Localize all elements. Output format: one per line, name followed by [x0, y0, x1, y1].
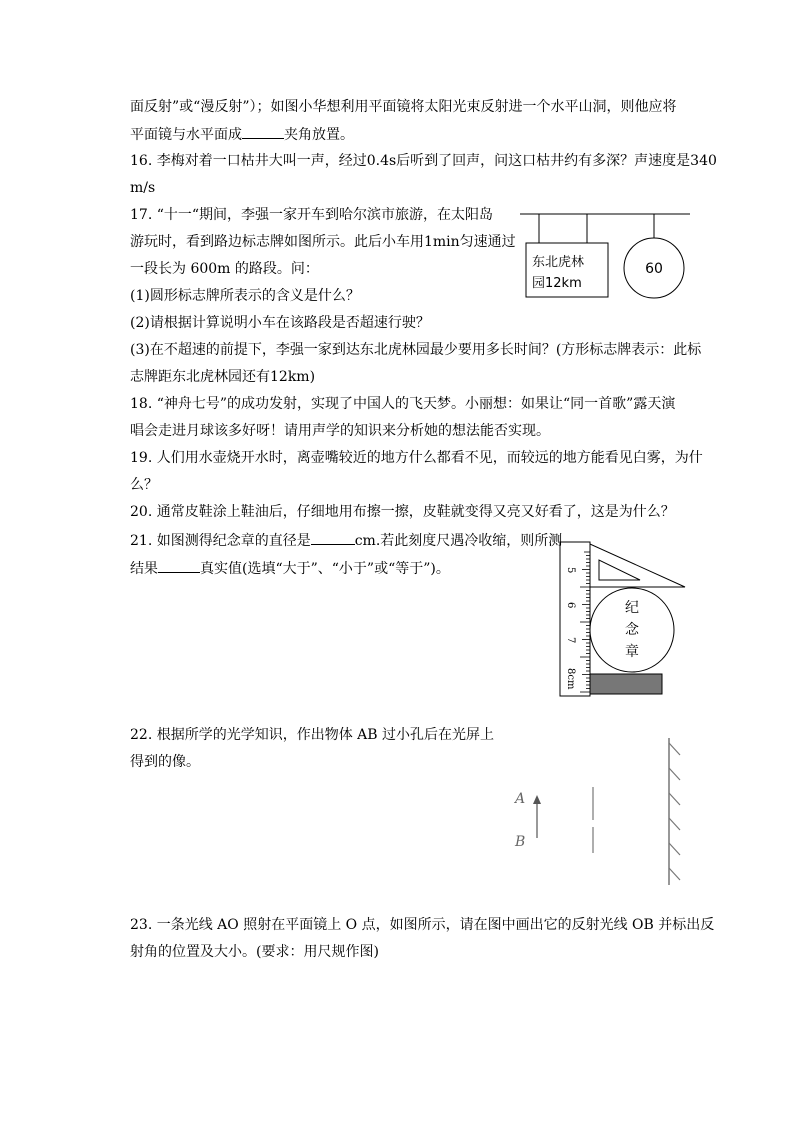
q22-pinhole-figure [508, 735, 688, 890]
q21-answer-blank-2[interactable] [158, 558, 200, 573]
q17-sub-2: (2)请根据计算说明小车在该路段是否超速行驶？ [130, 315, 430, 331]
q17-sub-3-line-1: (3)在不超速的前提下，李强一家到达东北虎林园最少要用多长时间？(方形标志牌表示：此标 [130, 342, 702, 358]
q17-road-sign-figure [518, 205, 693, 305]
ruler-label-5: 5 [565, 567, 576, 574]
q17-line-3: 一段长为 600m 的路段。问： [130, 261, 319, 277]
q16-line-1: 16. 李梅对着一口枯井大叫一声，经过0.4s后听到了回声，问这口枯井约有多深？声速度是340 [130, 153, 717, 169]
distance-sign-text-2: 园12km [532, 276, 582, 291]
q21-line-1 [130, 530, 562, 551]
arrow-head-a [533, 795, 541, 804]
medal-char-3: 章 [625, 644, 639, 660]
q17-line-2: 游玩时，看到路边标志牌如图所示。此后小车用1min匀速通过 [130, 234, 516, 250]
q15-text-post: 夹角放置。 [284, 127, 354, 143]
distance-sign-text-1: 东北虎林 [532, 255, 585, 270]
label-b: B [515, 834, 526, 850]
q21-answer-blank-1[interactable] [311, 530, 355, 545]
set-square [590, 544, 685, 587]
q20-line-1: 20. 通常皮鞋涂上鞋油后，仔细地用布擦一擦，皮鞋就变得又亮又好看了，这是为什么？ [130, 504, 675, 520]
speed-limit-value: 60 [645, 261, 663, 277]
q19-line-1: 19. 人们用水壶烧开水时，离壶嘴较近的地方什么都看不见，而较远的地方能看见白雾，为什 [130, 450, 703, 466]
q21-text-post-1: cm.若此刻度尺遇冷收缩，则所测 [354, 533, 563, 549]
q15-line-2 [130, 124, 354, 145]
q21-line-2 [130, 558, 450, 579]
q15-text-pre: 平面镜与水平面成 [130, 127, 242, 143]
ruler-label-7: 7 [565, 637, 576, 644]
q21-text-pre-2: 结果 [130, 561, 158, 577]
q23-line-1: 23. 一条光线 AO 照射在平面镜上 O 点，如图所示，请在图中画出它的反射光线 OB 并标出反 [130, 917, 715, 933]
set-square-inner [599, 560, 640, 580]
q17-sub-3-line-2: 志牌距东北虎林园还有12km) [130, 369, 316, 385]
q22-line-2: 得到的像。 [130, 754, 200, 770]
q19-line-2: 么？ [130, 477, 158, 493]
q18-line-2: 唱会走进月球该多好呀！请用声学的知识来分析她的想法能否实现。 [130, 423, 550, 439]
q21-text-pre-1: 21. 如图测得纪念章的直径是 [130, 533, 311, 549]
q23-line-2: 射角的位置及大小。(要求：用尺规作图) [130, 944, 379, 960]
medal-char-1: 纪 [625, 600, 639, 616]
q17-sub-1: (1)圆形标志牌所表示的含义是什么？ [130, 288, 360, 304]
q17-line-1: 17. “十一“期间，李强一家开车到哈尔滨市旅游，在太阳岛 [130, 207, 494, 223]
q15-answer-blank[interactable] [242, 124, 284, 139]
screen-hatching [669, 743, 680, 880]
label-a: A [515, 791, 526, 807]
q21-text-post-2: 真实值(选填“大于”、“小于”或“等于”)。 [200, 561, 450, 577]
q22-line-1: 22. 根据所学的光学知识，作出物体 AB 过小孔后在光屏上 [130, 727, 495, 743]
medal-char-2: 念 [625, 622, 639, 638]
q16-line-2: m/s [130, 180, 156, 196]
q21-ruler-figure [558, 540, 693, 700]
q15-line-1: 面反射”或“漫反射”）；如图小华想利用平面镜将太阳光束反射进一个水平山洞，则他应将 [130, 99, 677, 115]
q18-line-1: 18. “神舟七号”的成功发射，实现了中国人的飞天梦。小丽想：如果让“同一首歌”露天演 [130, 396, 676, 412]
ruler-label-8cm: 8cm [565, 668, 576, 690]
base-block [590, 674, 662, 694]
ruler-ticks [580, 552, 590, 692]
ruler-label-6: 6 [565, 602, 576, 609]
